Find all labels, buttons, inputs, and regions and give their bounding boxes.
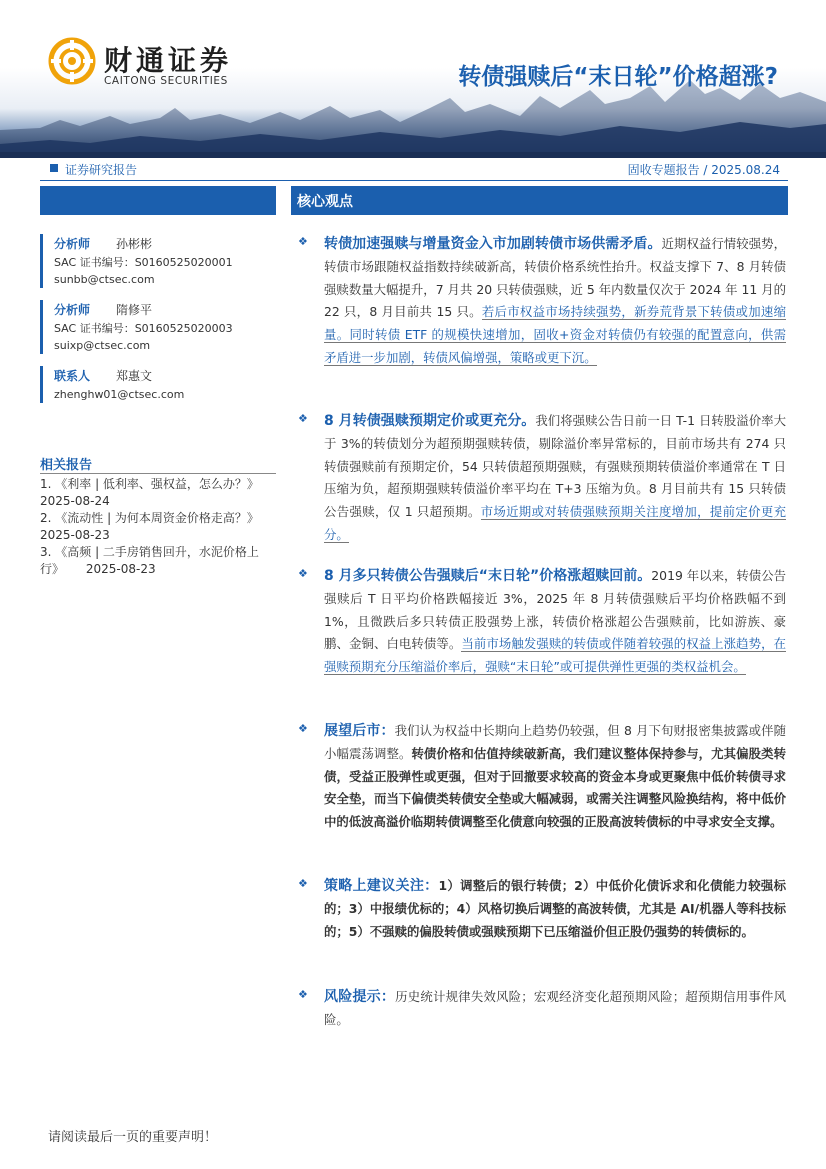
related-report-date: 2025-08-23 — [85, 562, 156, 576]
related-report-item[interactable] — [40, 510, 280, 544]
related-report-title: 3. 《高频 | 二手房销售回升，水泥价格上行》 — [40, 545, 259, 576]
diamond-bullet-icon: ❖ — [298, 235, 308, 248]
analyst-role: 分析师 — [54, 303, 91, 317]
diamond-bullet-icon: ❖ — [298, 722, 308, 735]
related-report-date: 2025-08-23 — [40, 528, 110, 542]
core-point-text — [324, 410, 786, 547]
related-reports-list — [40, 476, 280, 578]
analyst-sac: SAC 证书编号：S0160525020001 — [54, 256, 233, 269]
core-point-text — [324, 233, 786, 370]
core-point-body: 近期权益行情较强势，转债市场跟随权益指数持续破新高，转债价格系统性抬升。权益支撑下 7、8 月转债强赎数量大幅提升，7 月共 20 只转债强赎，近 5 年内数量仅次于 2024 年 11 月的 22 只，8 月目前共 15 只。 — [324, 236, 787, 320]
contact-role: 联系人 — [54, 369, 91, 383]
contact-name: 郑惠文 — [116, 369, 153, 383]
core-views-bar — [291, 186, 788, 215]
analyst-sac: SAC 证书编号：S0160525020003 — [54, 322, 233, 335]
contact-email[interactable]: zhenghw01@ctsec.com — [54, 388, 185, 401]
analyst-name: 孙彬彬 — [116, 237, 153, 251]
diamond-bullet-icon: ❖ — [298, 412, 308, 425]
analyst-name: 隋修平 — [116, 303, 153, 317]
left-header-bar — [40, 186, 276, 215]
divider — [40, 180, 788, 181]
page-header — [0, 0, 826, 158]
core-point-bold: 转债价格和估值持续破新高，我们建议整体保持参与，尤其偏股类转债，受益正股弹性或更强，但对于回撤要求较高的资金本身或更聚焦中低价转债寻求安全垫，而当下偏债类转债安全垫或大幅减弱，或需关注调整风险换结构，将中低价中的低波高溢价临期转债调整至化债意向较强的正股高波转债标的中寻求安全支撑。 — [324, 745, 787, 830]
company-logo — [48, 37, 248, 93]
analyst-role: 分析师 — [54, 237, 91, 251]
analyst-email[interactable]: suixp@ctsec.com — [54, 339, 151, 352]
core-point-lead: 策略上建议关注： — [324, 878, 439, 894]
core-point-highlight: 若后市权益市场持续强势，新券荒背景下转债或加速缩量。同时转债 ETF 的规模快速增加，固收+资金对转债仍有较强的配置意向，供需矛盾进一步加剧，转债风偏增强，策略或更下沉。 — [324, 304, 787, 365]
core-point-text — [324, 720, 786, 834]
document-title: 转债强赎后“末日轮”价格超涨? — [458, 64, 778, 90]
core-point-body: 2019 年以来，转债公告强赎后 T 日平均价格跌幅接近 3%，2025 年 8 月转债强赎后平均价格跌幅不到 1%，且微跌后多只转债正股强势上涨，转债价格涨超公告强赎前，比如游族、豪鹏、金铜、白电转债等。 — [324, 568, 786, 652]
subheader — [40, 161, 786, 177]
core-point-body: 我们将强赎公告日前一日 T-1 日转股溢价率大于 3%的转债划分为超预期强赎转债，剔除溢价率异常标的，目前市场共有 274 只转债强赎前有预期定价，54 只转债超预期强赎，有强赎预期转债溢价率通常在 T 日压缩为负，超预期强赎转债溢价率平均在 T+3 压缩为负。8 月目前共有 15 只转债公告强赎，仅 1 只超预期。 — [324, 413, 786, 520]
divider — [40, 473, 276, 474]
related-report-item[interactable] — [40, 476, 280, 510]
core-point-text — [324, 986, 786, 1032]
report-type: 证券研究报告 — [65, 163, 138, 177]
core-point-text — [324, 565, 786, 679]
related-report-title: 1. 《利率 | 低利率、强权益，怎么办？》 — [40, 477, 259, 491]
related-report-item[interactable] — [40, 544, 280, 578]
square-icon — [50, 164, 58, 172]
core-point-lead: 展望后市： — [324, 723, 395, 739]
core-point-body: 我们认为权益中长期向上趋势仍较强，但 8 月下旬财报密集披露或伴随小幅震荡调整。 — [324, 723, 787, 761]
logo-text-en: CAITONG SECURITIES — [104, 75, 228, 87]
core-point-lead: 风险提示： — [324, 989, 396, 1005]
core-point-highlight: 市场近期或对转债强赎预期关注度增加，提前定价更充分。 — [324, 504, 786, 542]
related-reports-title: 相关报告 — [40, 458, 93, 473]
core-views-title: 核心观点 — [297, 194, 353, 210]
related-report-date: 2025-08-24 — [40, 494, 110, 508]
core-point-lead: 8 月转债强赎预期定价或更充分。 — [324, 413, 536, 429]
disclaimer-note: 请阅读最后一页的重要声明！ — [48, 1130, 218, 1145]
logo-text-cn: 财通证券 — [104, 44, 233, 77]
related-report-title: 2. 《流动性 | 为何本周资金价格走高？》 — [40, 511, 259, 525]
core-point-lead: 8 月多只转债公告强赎后“末日轮”价格涨超赎回前。 — [324, 568, 652, 584]
analyst-card — [40, 300, 276, 354]
diamond-bullet-icon: ❖ — [298, 988, 308, 1001]
analyst-email[interactable]: sunbb@ctsec.com — [54, 273, 155, 286]
diamond-bullet-icon: ❖ — [298, 567, 308, 580]
contact-card — [40, 366, 276, 403]
caitong-logo-icon — [48, 37, 96, 85]
core-point-lead: 转债加速强赎与增量资金入市加剧转债市场供需矛盾。 — [324, 236, 662, 252]
core-point-highlight: 当前市场触发强赎的转债或伴随着较强的权益上涨趋势，在强赎预期充分压缩溢价率后，强赎“末日轮”或可提供弹性更强的类权益机会。 — [324, 636, 787, 675]
analyst-card — [40, 234, 276, 288]
report-date: 固收专题报告 / 2025.08.24 — [627, 163, 780, 177]
core-point-text — [324, 875, 786, 943]
core-point-bold: 1）调整后的银行转债；2）中低价化债诉求和化债能力较强标的；3）中报绩优标的；4）风格切换后调整的高波转债，尤其是 AI/机器人等科技标的；5）不强赎的偏股转债或强赎预期下已压缩溢价但正股仍强势的转债标的。 — [324, 878, 786, 939]
core-point-body: 历史统计规律失效风险；宏观经济变化超预期风险；超预期信用事件风险。 — [324, 989, 787, 1027]
diamond-bullet-icon: ❖ — [298, 877, 308, 890]
